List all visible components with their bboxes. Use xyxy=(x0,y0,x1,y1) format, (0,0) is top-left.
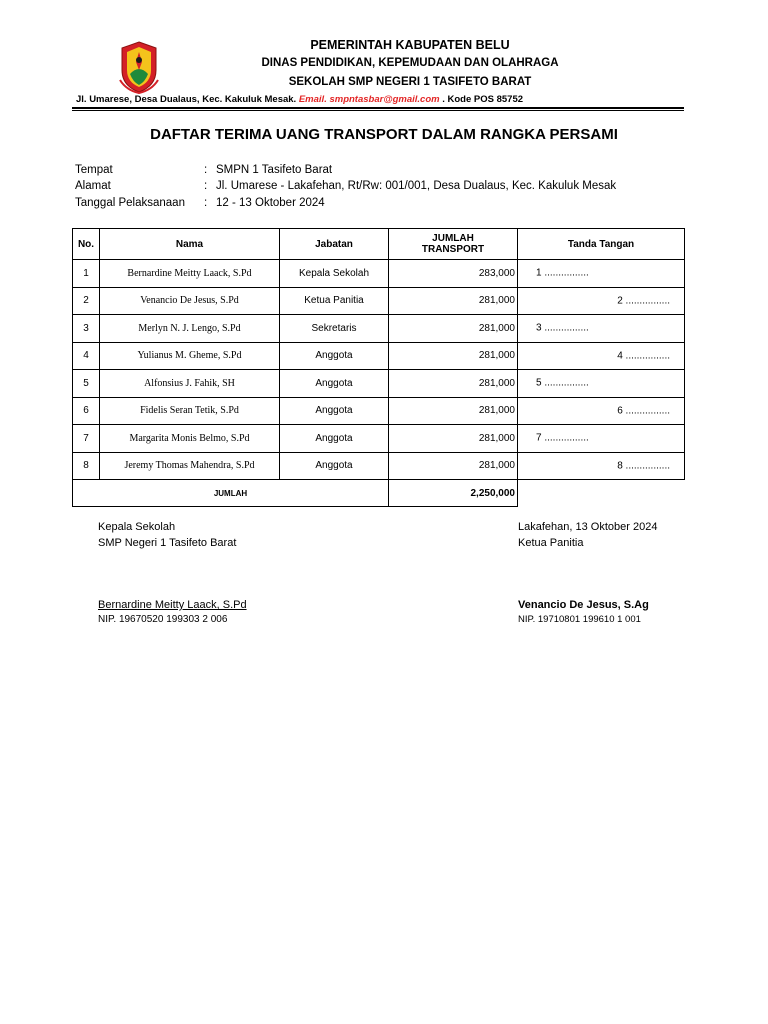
cell-tanda-tangan xyxy=(518,287,685,315)
cell-no: 8 xyxy=(73,452,100,480)
signature-line: 5 ................ xyxy=(536,377,589,389)
letterhead-rule-thick xyxy=(72,107,684,109)
info-label: Alamat xyxy=(75,180,111,192)
cell-tanda-tangan xyxy=(518,260,685,288)
cell-no: 4 xyxy=(73,342,100,370)
signature-line: 3 ................ xyxy=(536,322,589,334)
header-jabatan: Jabatan xyxy=(280,229,389,260)
table-row xyxy=(73,425,685,453)
cell-no: 5 xyxy=(73,370,100,398)
cell-jabatan: Anggota xyxy=(280,452,389,480)
left-sign-title1: Kepala Sekolah xyxy=(98,521,176,533)
left-sign-name: Bernardine Meitty Laack, S.Pd xyxy=(98,599,247,611)
cell-jumlah: 281,000 xyxy=(389,425,518,453)
right-sign-title2: Ketua Panitia xyxy=(518,537,584,549)
cell-nama: Fidelis Seran Tetik, S.Pd xyxy=(100,397,280,425)
cell-jumlah: 283,000 xyxy=(389,260,518,288)
cell-jumlah: 281,000 xyxy=(389,370,518,398)
letterhead-address xyxy=(76,94,523,105)
cell-tanda-tangan xyxy=(518,370,685,398)
left-sign-title2: SMP Negeri 1 Tasifeto Barat xyxy=(98,537,237,549)
right-sign-nip: NIP. 19710801 199610 1 001 xyxy=(518,614,641,625)
cell-tanda-tangan xyxy=(518,397,685,425)
table-row xyxy=(73,370,685,398)
cell-jumlah: 281,000 xyxy=(389,397,518,425)
table-header-row xyxy=(73,229,685,260)
cell-no: 2 xyxy=(73,287,100,315)
cell-jumlah: 281,000 xyxy=(389,287,518,315)
cell-jabatan: Anggota xyxy=(280,397,389,425)
cell-tanda-tangan xyxy=(518,342,685,370)
address-suffix: . Kode POS 85752 xyxy=(442,94,524,105)
letterhead-line1: PEMERINTAH KABUPATEN BELU xyxy=(310,38,510,52)
header-tanda-tangan: Tanda Tangan xyxy=(518,229,685,260)
cell-jabatan: Ketua Panitia xyxy=(280,287,389,315)
total-label: JUMLAH xyxy=(73,480,389,507)
cell-nama: Merlyn N. J. Lengo, S.Pd xyxy=(100,315,280,343)
transport-table xyxy=(72,228,685,507)
email-text: Email. smpntasbar@gmail.com xyxy=(298,94,440,105)
cell-nama: Venancio De Jesus, S.Pd xyxy=(100,287,280,315)
header-jumlah-line2: TRANSPORT xyxy=(421,244,485,255)
cell-nama: Bernardine Meitty Laack, S.Pd xyxy=(100,260,280,288)
cell-nama: Margarita Monis Belmo, S.Pd xyxy=(100,425,280,453)
info-label: Tanggal Pelaksanaan xyxy=(75,197,185,209)
total-value: 2,250,000 xyxy=(389,480,518,507)
signature-line: 8 ................ xyxy=(617,460,670,472)
info-colon: : xyxy=(204,197,208,209)
signature-line: 1 ................ xyxy=(536,267,589,279)
cell-nama: Jeremy Thomas Mahendra, S.Pd xyxy=(100,452,280,480)
left-sign-nip: NIP. 19670520 199303 2 006 xyxy=(98,614,228,625)
cell-no: 7 xyxy=(73,425,100,453)
info-value: Jl. Umarese - Lakafehan, Rt/Rw: 001/001, Desa Dualaus, Kec. Kakuluk Mesak xyxy=(216,180,617,192)
address-prefix: Jl. Umarese, Desa Dualaus, Kec. Kakuluk Mesak. xyxy=(76,94,297,105)
table-row xyxy=(73,342,685,370)
right-sign-name: Venancio De Jesus, S.Ag xyxy=(518,599,649,611)
letterhead-line2: DINAS PENDIDIKAN, KEPEMUDAAN DAN OLAHRAGA xyxy=(261,57,559,69)
table-row xyxy=(73,287,685,315)
total-row xyxy=(73,480,685,507)
letterhead-line3: SEKOLAH SMP NEGERI 1 TASIFETO BARAT xyxy=(288,76,532,88)
cell-jumlah: 281,000 xyxy=(389,452,518,480)
signature-line: 4 ................ xyxy=(617,350,670,362)
signature-line: 2 ................ xyxy=(617,295,670,307)
signature-line: 6 ................ xyxy=(617,405,670,417)
cell-tanda-tangan xyxy=(518,315,685,343)
header-jumlah-line1: JUMLAH xyxy=(432,233,474,244)
cell-jumlah: 281,000 xyxy=(389,315,518,343)
cell-jabatan: Kepala Sekolah xyxy=(280,260,389,288)
cell-jabatan: Sekretaris xyxy=(280,315,389,343)
document-title: DAFTAR TERIMA UANG TRANSPORT DALAM RANGKA PERSAMI xyxy=(150,126,618,143)
cell-nama: Yulianus M. Gheme, S.Pd xyxy=(100,342,280,370)
cell-jumlah: 281,000 xyxy=(389,342,518,370)
cell-nama: Alfonsius J. Fahik, SH xyxy=(100,370,280,398)
cell-jabatan: Anggota xyxy=(280,342,389,370)
cell-tanda-tangan xyxy=(518,425,685,453)
table-row xyxy=(73,397,685,425)
letterhead-rule-thin xyxy=(72,110,684,111)
header-jumlah-transport xyxy=(389,229,518,260)
signature-line: 7 ................ xyxy=(536,432,589,444)
cell-tanda-tangan xyxy=(518,452,685,480)
info-colon: : xyxy=(204,180,208,192)
right-sign-title1: Lakafehan, 13 Oktober 2024 xyxy=(518,521,658,533)
table-row xyxy=(73,452,685,480)
info-colon: : xyxy=(204,164,208,176)
table-row xyxy=(73,260,685,288)
total-empty-cell xyxy=(518,480,685,507)
info-value: 12 - 13 Oktober 2024 xyxy=(216,197,325,209)
cell-no: 3 xyxy=(73,315,100,343)
info-label: Tempat xyxy=(75,164,113,176)
header-no: No. xyxy=(73,229,100,260)
cell-jabatan: Anggota xyxy=(280,370,389,398)
header-nama: Nama xyxy=(100,229,280,260)
cell-jabatan: Anggota xyxy=(280,425,389,453)
info-value: SMPN 1 Tasifeto Barat xyxy=(216,164,333,176)
cell-no: 1 xyxy=(73,260,100,288)
cell-no: 6 xyxy=(73,397,100,425)
table-row xyxy=(73,315,685,343)
